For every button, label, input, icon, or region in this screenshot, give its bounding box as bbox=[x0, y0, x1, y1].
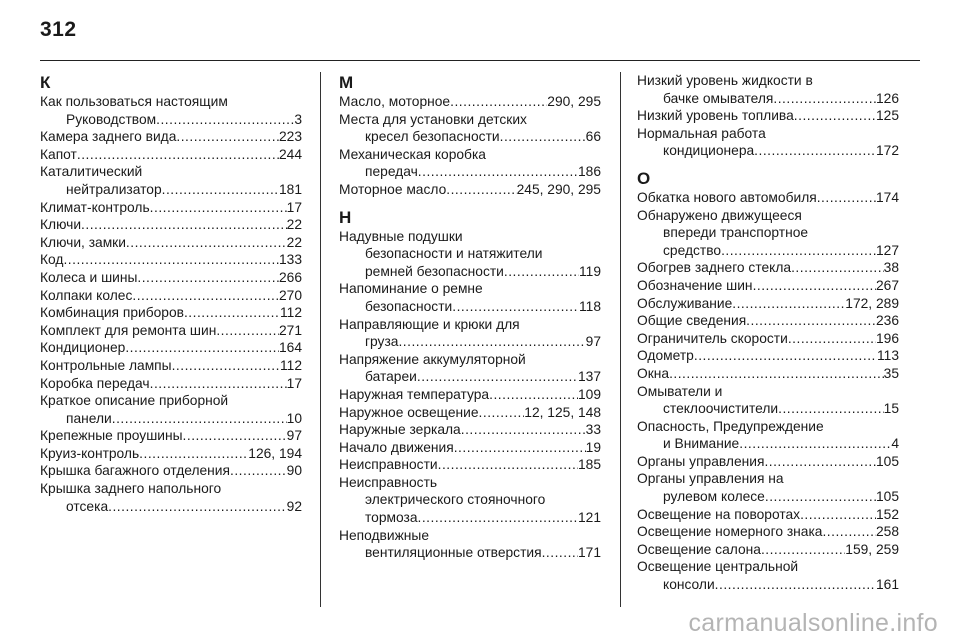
page-reference: 105 bbox=[875, 489, 899, 505]
leader-dots bbox=[137, 269, 279, 287]
page-reference: 22 bbox=[286, 234, 302, 250]
entry-term: Неисправность bbox=[339, 474, 438, 490]
index-entry bbox=[40, 357, 302, 375]
index-entry bbox=[40, 304, 302, 322]
index-entry bbox=[637, 347, 899, 365]
entry-term: Колеса и шины bbox=[40, 269, 138, 285]
leader-dots bbox=[694, 347, 877, 365]
page-reference: 171 bbox=[577, 545, 601, 561]
page-reference: 19 bbox=[585, 439, 601, 455]
index-column-1 bbox=[40, 72, 302, 515]
entry-term: Освещение салона bbox=[637, 541, 761, 557]
leader-dots bbox=[139, 445, 248, 463]
leader-dots bbox=[778, 400, 884, 418]
leader-dots bbox=[150, 199, 287, 217]
entry-term: Механическая коробка bbox=[339, 146, 486, 162]
index-entry bbox=[339, 181, 601, 199]
page-reference: 10 bbox=[286, 410, 302, 426]
index-entry bbox=[339, 280, 601, 315]
leader-dots bbox=[81, 216, 287, 234]
entry-term: средство bbox=[663, 242, 722, 258]
index-entry bbox=[40, 234, 302, 252]
page-reference: 137 bbox=[577, 369, 601, 385]
page-reference: 245, 290, 295 bbox=[516, 181, 601, 197]
entry-term: Общие сведения bbox=[637, 313, 747, 329]
leader-dots bbox=[461, 421, 586, 439]
entry-term: Моторное масло bbox=[339, 181, 447, 197]
page-reference: 112 bbox=[280, 357, 302, 373]
index-entry bbox=[339, 351, 601, 386]
leader-dots bbox=[63, 251, 279, 269]
leader-dots bbox=[446, 181, 516, 199]
entry-term: консоли bbox=[663, 577, 715, 593]
entry-term: Освещение на поворотах bbox=[637, 506, 801, 522]
leader-dots bbox=[794, 107, 876, 125]
index-entry bbox=[637, 453, 899, 471]
index-entry bbox=[637, 558, 899, 593]
page-reference: 38 bbox=[883, 260, 899, 276]
index-entry bbox=[40, 480, 302, 515]
leader-dots bbox=[452, 298, 579, 316]
page-reference: 113 bbox=[877, 348, 899, 364]
page-reference: 172 bbox=[875, 143, 899, 159]
entry-term: и Внимание bbox=[663, 436, 740, 452]
index-entry bbox=[637, 107, 899, 125]
entry-term: Комбинация приборов bbox=[40, 305, 184, 321]
entry-term: вентиляционные отверстия bbox=[365, 545, 542, 561]
leader-dots bbox=[77, 146, 279, 164]
page-reference: 12, 125, 148 bbox=[524, 404, 601, 420]
leader-dots bbox=[125, 339, 279, 357]
leader-dots bbox=[162, 181, 279, 199]
leader-dots bbox=[184, 304, 280, 322]
header-rule bbox=[40, 60, 920, 61]
index-entry bbox=[40, 216, 302, 234]
entry-term: Контрольные лампы bbox=[40, 357, 172, 373]
index-entry bbox=[637, 330, 899, 348]
index-entry bbox=[339, 404, 601, 422]
page-reference: 161 bbox=[875, 577, 899, 593]
index-entry bbox=[339, 228, 601, 281]
entry-term: Одометр bbox=[637, 348, 694, 364]
leader-dots bbox=[753, 277, 876, 295]
entry-term: рулевом колесе bbox=[663, 489, 765, 505]
index-entry bbox=[637, 312, 899, 330]
index-entry bbox=[637, 383, 899, 418]
entry-term: Напоминание о ремне bbox=[339, 281, 483, 297]
page-reference: 267 bbox=[875, 277, 899, 293]
entry-term: Органы управления на bbox=[637, 471, 784, 487]
entry-term: безопасности bbox=[365, 298, 453, 314]
index-entry bbox=[339, 474, 601, 527]
page-reference: 186 bbox=[577, 164, 601, 180]
entry-term: Освещение центральной bbox=[637, 559, 799, 575]
column-divider bbox=[620, 72, 621, 607]
page-reference: 164 bbox=[278, 340, 302, 356]
leader-dots bbox=[489, 386, 578, 404]
index-entry bbox=[40, 462, 302, 480]
entry-term: Окна bbox=[637, 365, 670, 381]
index-entry bbox=[40, 427, 302, 445]
index-entry bbox=[40, 269, 302, 287]
leader-dots bbox=[822, 523, 876, 541]
leader-dots bbox=[788, 330, 876, 348]
entry-term: отсека bbox=[66, 498, 109, 514]
entry-term: Ключи, замки bbox=[40, 234, 126, 250]
entry-term: Освещение номерного знака bbox=[637, 524, 823, 540]
page-reference: 244 bbox=[278, 146, 302, 162]
index-entry bbox=[637, 506, 899, 524]
page-reference: 66 bbox=[585, 129, 601, 145]
index-entry bbox=[339, 316, 601, 351]
leader-dots bbox=[418, 163, 578, 181]
index-entry bbox=[339, 111, 601, 146]
entry-term: Направляющие и крюки для bbox=[339, 316, 520, 332]
index-entry bbox=[339, 456, 601, 474]
entry-term: панели bbox=[66, 410, 112, 426]
entry-term: Обкатка нового автомобиля bbox=[637, 189, 817, 205]
index-entry bbox=[339, 146, 601, 181]
leader-dots bbox=[172, 357, 280, 375]
page-reference: 22 bbox=[286, 217, 302, 233]
entry-term: Кондиционер bbox=[40, 340, 126, 356]
section-letter: Н bbox=[339, 207, 352, 227]
page-reference: 258 bbox=[875, 524, 899, 540]
page-reference: 271 bbox=[278, 322, 302, 338]
page-reference: 35 bbox=[883, 365, 899, 381]
page-reference: 119 bbox=[579, 263, 601, 279]
index-entry bbox=[339, 421, 601, 439]
entry-term: передач bbox=[365, 164, 418, 180]
entry-term: Крепежные проушины bbox=[40, 428, 183, 444]
leader-dots bbox=[800, 506, 876, 524]
index-entry bbox=[637, 277, 899, 295]
leader-dots bbox=[183, 427, 287, 445]
page-reference: 125 bbox=[875, 108, 899, 124]
page-reference: 90 bbox=[286, 463, 302, 479]
index-entry bbox=[637, 207, 899, 260]
leader-dots bbox=[454, 439, 586, 457]
entry-term: Коробка передач bbox=[40, 375, 150, 391]
index-entry bbox=[637, 295, 899, 313]
entry-term: Наружные зеркала bbox=[339, 422, 461, 438]
entry-term: Обогрев заднего стекла bbox=[637, 260, 792, 276]
page-reference: 33 bbox=[585, 422, 601, 438]
entry-term: Низкий уровень жидкости в bbox=[637, 73, 813, 88]
index-column-2 bbox=[339, 72, 601, 562]
leader-dots bbox=[715, 576, 876, 594]
entry-term: груза bbox=[365, 334, 399, 350]
leader-dots bbox=[230, 462, 287, 480]
index-column-3 bbox=[637, 72, 899, 594]
page-reference: 185 bbox=[577, 457, 601, 473]
page-reference: 97 bbox=[286, 428, 302, 444]
index-entry bbox=[339, 93, 601, 111]
section-letter: М bbox=[339, 73, 354, 92]
entry-term: стеклоочистители bbox=[663, 401, 779, 417]
entry-term: Каталитический bbox=[40, 164, 143, 180]
entry-term: Камера заднего вида bbox=[40, 129, 177, 145]
page-reference: 290, 295 bbox=[547, 94, 601, 109]
entry-term: Комплект для ремонта шин bbox=[40, 322, 217, 338]
leader-dots bbox=[732, 295, 845, 313]
entry-term: Органы управления bbox=[637, 453, 765, 469]
index-entry bbox=[40, 339, 302, 357]
leader-dots bbox=[156, 111, 294, 129]
entry-term: тормоза bbox=[365, 510, 418, 526]
leader-dots bbox=[150, 375, 287, 393]
page-reference: 174 bbox=[875, 189, 899, 205]
index-entry bbox=[637, 523, 899, 541]
index-entry bbox=[40, 322, 302, 340]
entry-term: Нормальная работа bbox=[637, 125, 766, 141]
leader-dots bbox=[746, 312, 876, 330]
leader-dots bbox=[216, 322, 279, 340]
entry-term: Надувные подушки bbox=[339, 228, 463, 244]
index-entry bbox=[339, 527, 601, 562]
column-divider bbox=[320, 72, 321, 607]
leader-dots bbox=[112, 410, 287, 428]
leader-dots bbox=[417, 368, 578, 386]
leader-dots bbox=[398, 333, 585, 351]
index-entry bbox=[637, 541, 899, 559]
page-reference: 159, 259 bbox=[845, 541, 899, 557]
index-entry bbox=[637, 189, 899, 207]
page-reference: 223 bbox=[278, 129, 302, 145]
page-reference: 118 bbox=[579, 298, 601, 314]
page-reference: 15 bbox=[883, 401, 899, 417]
entry-term: Краткое описание приборной bbox=[40, 393, 229, 409]
entry-term: Неподвижные bbox=[339, 527, 430, 543]
page-reference: 105 bbox=[875, 453, 899, 469]
entry-term: кондиционера bbox=[663, 143, 755, 159]
entry-term: Круиз-контроль bbox=[40, 445, 140, 461]
entry-term: Начало движения bbox=[339, 439, 454, 455]
entry-term: электрического стояночного bbox=[365, 492, 546, 508]
index-entry bbox=[40, 163, 302, 198]
index-entry bbox=[637, 259, 899, 277]
leader-dots bbox=[669, 365, 884, 383]
page-reference: 92 bbox=[286, 498, 302, 514]
index-entry bbox=[40, 287, 302, 305]
page-reference: 126, 194 bbox=[248, 445, 302, 461]
watermark: carmanualsonline.info bbox=[688, 609, 938, 637]
section-letter: К bbox=[40, 73, 51, 92]
entry-term: Ключи bbox=[40, 217, 82, 233]
leader-dots bbox=[739, 435, 891, 453]
page-reference: 126 bbox=[875, 90, 899, 106]
leader-dots bbox=[791, 259, 884, 277]
page-reference: 196 bbox=[875, 330, 899, 346]
leader-dots bbox=[542, 544, 578, 562]
page-reference: 17 bbox=[286, 375, 302, 391]
leader-dots bbox=[754, 142, 876, 160]
leader-dots bbox=[765, 488, 876, 506]
entry-term: Наружное освещение bbox=[339, 404, 479, 420]
entry-term: Обслуживание bbox=[637, 295, 733, 311]
index-entry bbox=[637, 72, 899, 107]
index-entry bbox=[339, 439, 601, 457]
index-entry bbox=[40, 392, 302, 427]
entry-term: ремней безопасности bbox=[365, 263, 504, 279]
leader-dots bbox=[773, 90, 876, 108]
entry-term: Климат-контроль bbox=[40, 199, 150, 215]
index-entry bbox=[40, 375, 302, 393]
index-entry bbox=[40, 445, 302, 463]
page-reference: 112 bbox=[280, 305, 302, 321]
entry-term: Руководством bbox=[66, 111, 157, 127]
index-entry bbox=[339, 386, 601, 404]
entry-term: безопасности и натяжители bbox=[365, 246, 543, 262]
section-letter: О bbox=[637, 168, 651, 188]
page-reference: 152 bbox=[875, 506, 899, 522]
page-reference: 172, 289 bbox=[845, 295, 899, 311]
page-reference: 127 bbox=[875, 242, 899, 258]
leader-dots bbox=[450, 93, 547, 111]
leader-dots bbox=[438, 456, 578, 474]
leader-dots bbox=[176, 128, 279, 146]
page-reference: 121 bbox=[577, 510, 601, 526]
leader-dots bbox=[126, 234, 287, 252]
entry-term: Опасность, Предупреждение bbox=[637, 418, 824, 434]
leader-dots bbox=[504, 263, 579, 281]
entry-term: батареи bbox=[365, 369, 417, 385]
index-entry bbox=[637, 470, 899, 505]
entry-term: впереди транспортное bbox=[663, 225, 809, 241]
entry-term: Ограничитель скорости bbox=[637, 330, 788, 346]
entry-term: Колпаки колес bbox=[40, 287, 133, 303]
entry-term: Низкий уровень топлива bbox=[637, 108, 794, 124]
index-entry bbox=[637, 418, 899, 453]
index-entry bbox=[40, 251, 302, 269]
entry-term: Обнаружено движущееся bbox=[637, 207, 802, 223]
page-number: 312 bbox=[40, 18, 77, 41]
page-reference: 133 bbox=[278, 252, 302, 268]
page-reference: 3 bbox=[294, 111, 302, 127]
page-reference: 97 bbox=[585, 334, 601, 350]
leader-dots bbox=[721, 242, 876, 260]
entry-term: Как пользоваться настоящим bbox=[40, 94, 228, 109]
page-reference: 17 bbox=[286, 199, 302, 215]
entry-term: Масло, моторное bbox=[339, 94, 451, 109]
leader-dots bbox=[817, 189, 876, 207]
index-entry bbox=[40, 128, 302, 146]
leader-dots bbox=[764, 453, 876, 471]
entry-term: Обозначение шин bbox=[637, 277, 753, 293]
entry-term: Места для установки детских bbox=[339, 111, 527, 127]
index-entry bbox=[40, 93, 302, 128]
entry-term: Крышка багажного отделения bbox=[40, 463, 230, 479]
entry-term: бачке омывателя bbox=[663, 90, 774, 106]
page-reference: 109 bbox=[577, 386, 601, 402]
page-reference: 236 bbox=[875, 313, 899, 329]
leader-dots bbox=[108, 498, 287, 516]
page-reference: 270 bbox=[278, 287, 302, 303]
entry-term: Омыватели и bbox=[637, 383, 723, 399]
index-entry bbox=[637, 125, 899, 160]
page-reference: 4 bbox=[891, 436, 899, 452]
leader-dots bbox=[500, 128, 586, 146]
page-reference: 266 bbox=[278, 269, 302, 285]
entry-term: Код bbox=[40, 252, 64, 268]
leader-dots bbox=[479, 404, 525, 422]
page-reference: 181 bbox=[278, 181, 302, 197]
index-entry bbox=[637, 365, 899, 383]
leader-dots bbox=[418, 509, 578, 527]
entry-term: Крышка заднего напольного bbox=[40, 481, 222, 497]
entry-term: кресел безопасности bbox=[365, 129, 500, 145]
entry-term: Напряжение аккумуляторной bbox=[339, 351, 526, 367]
entry-term: Неисправности bbox=[339, 457, 438, 473]
leader-dots bbox=[761, 541, 845, 559]
entry-term: Капот bbox=[40, 146, 77, 162]
index-entry bbox=[40, 146, 302, 164]
index-entry bbox=[40, 199, 302, 217]
leader-dots bbox=[132, 287, 279, 305]
entry-term: нейтрализатор bbox=[66, 181, 162, 197]
entry-term: Наружная температура bbox=[339, 386, 490, 402]
